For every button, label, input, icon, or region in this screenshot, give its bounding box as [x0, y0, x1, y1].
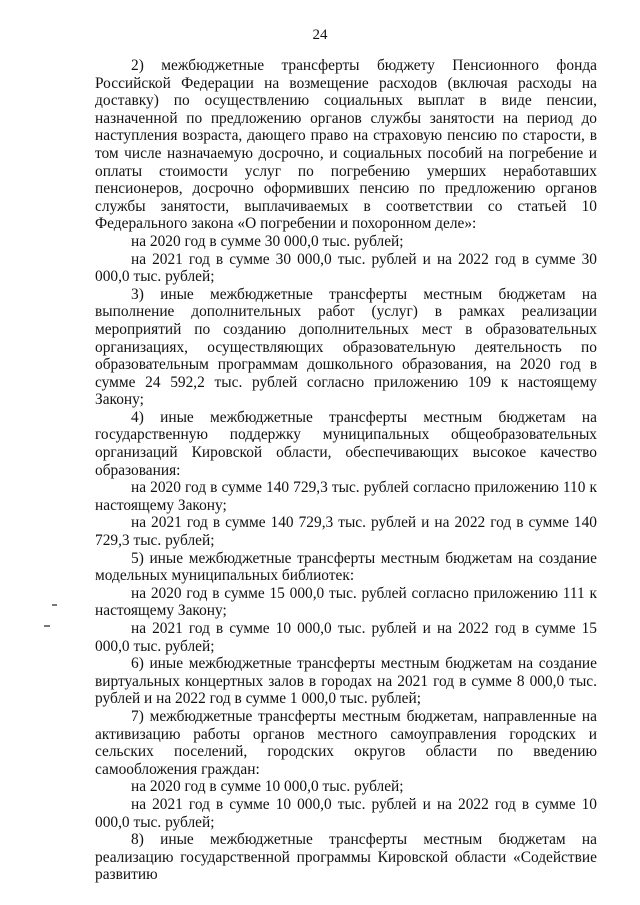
paragraph-amount-2021-2022: на 2021 год в сумме 10 000,0 тыс. рублей и на 2022 год в сумме 15 000,0 тыс. рублей; [95, 620, 597, 655]
paragraph-item-6: 6) иные межбюджетные трансферты местным бюджетам на создание виртуальных концертных залов в городах на 2021 год в сумме 8 000,0 тыс. рублей и на 2022 год в сумме 1 000,0 тыс. рублей; [95, 655, 597, 708]
page-number: 24 [312, 27, 328, 43]
document-body [95, 57, 597, 884]
paragraph-amount-2020: на 2020 год в сумме 15 000,0 тыс. рублей согласно приложению 111 к настоящему Закону; [95, 584, 597, 620]
paragraph-amount-2020: на 2020 год в сумме 10 000,0 тыс. рублей; [131, 778, 404, 796]
paragraph-item-4: 4) иные межбюджетные трансферты местным бюджетам на государственную поддержку муниципальных общеобразовательных организаций Кировской области, обеспечивающих высокое качество образования: [95, 408, 597, 479]
paragraph-amount-2020: на 2020 год в сумме 140 729,3 тыс. рублей согласно приложению 110 к настоящему Закону; [95, 479, 597, 514]
paragraph-amount-2021-2022: на 2021 год в сумме 30 000,0 тыс. рублей и на 2022 год в сумме 30 000,0 тыс. рублей; [95, 250, 597, 286]
paragraph-amount-2020: на 2020 год в сумме 30 000,0 тыс. рублей; [131, 232, 404, 250]
paragraph-item-2: 2) межбюджетные трансферты бюджету Пенсионного фонда Российской Федерации на возмещение расходов (включая расходы на доставку) по осуществлению социальных выплат в виде пенсии, назначенной по предложению органов службы занятости на период до наступления возраста, дающего право на страховую пенсию по старости, в том числе назначаемую досрочно, и социальных пособий на погребение и оплаты стоимости услуг по погребению умерших неработавших пенсионеров, досрочно оформивших пенсию по предложению органов службы занятости, выплачиваемых в соответствии со статьей 10 Федерального закона «О погребении и похоронном деле»: [95, 57, 597, 233]
paragraph-amount-2021-2022: на 2021 год в сумме 140 729,3 тыс. рублей и на 2022 год в сумме 140 729,3 тыс. рублей; [95, 514, 597, 550]
scan-mark [44, 625, 50, 627]
scan-mark [52, 604, 57, 606]
paragraph-item-8: 8) иные межбюджетные трансферты местным бюджетам на реализацию государственной программы Кировской области «Содействие развитию [95, 831, 597, 884]
paragraph-amount-2021-2022: на 2021 год в сумме 10 000,0 тыс. рублей и на 2022 год в сумме 10 000,0 тыс. рублей; [95, 795, 597, 831]
paragraph-item-7: 7) межбюджетные трансферты местным бюджетам, направленные на активизацию работы органов местного самоуправления городских и сельских поселений, городских округов области по введению самообложения граждан: [95, 707, 597, 778]
paragraph-item-3: 3) иные межбюджетные трансферты местным бюджетам на выполнение дополнительных работ (услуг) в рамках реализации мероприятий по созданию дополнительных мест в образовательных организациях, осуществляющих образовательную деятельность по образовательным программам дошкольного образования, на 2020 год в сумме 24 592,2 тыс. рублей согласно приложению 109 к настоящему Закону; [95, 285, 597, 409]
paragraph-item-5: 5) иные межбюджетные трансферты местным бюджетам на создание модельных муниципальных библиотек: [95, 549, 597, 585]
